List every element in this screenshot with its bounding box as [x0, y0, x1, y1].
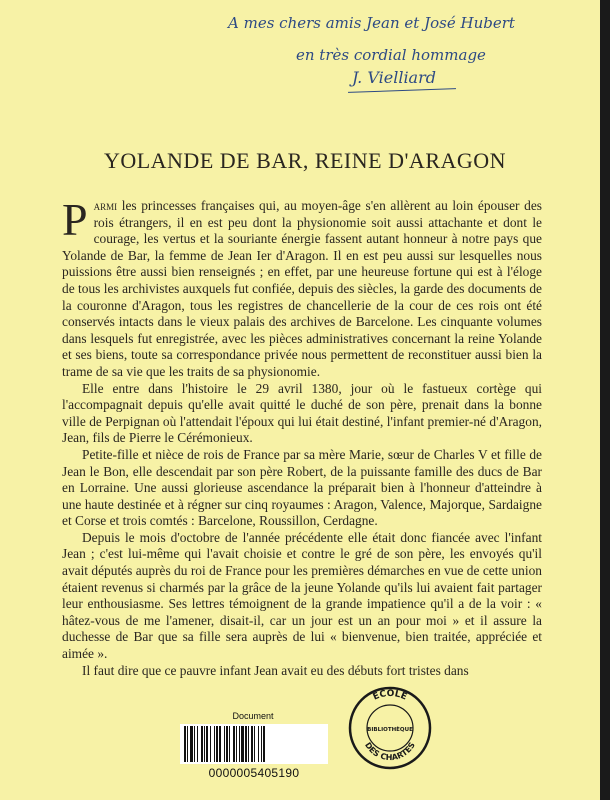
- barcode-image: [180, 724, 328, 764]
- barcode-bar: [245, 726, 247, 762]
- barcode-bar: [229, 726, 230, 762]
- barcode-bar: [197, 726, 198, 762]
- paragraph-5: Il faut dire que ce pauvre infant Jean avait eu des débuts fort tristes dans: [82, 662, 469, 678]
- barcode-bar: [254, 726, 255, 762]
- barcode-bar: [219, 726, 221, 762]
- paragraph-3: Petite-fille et nièce de rois de France par sa mère Marie, sœur de Charles V et fille de Jean le Bon, elle descendait par son père Robert, de la puissante famille des ducs de Bar en Lorraine. Une aussi glorieuse ascendance la préparait bien à l'honneur d'atteindre à une haute destinée et à régner sur cinq royaumes : Aragon, Valence, Majorque, Sardaigne et Corse et trois comtés : Barcelone, Roussillon, Cerdagne.: [62, 446, 542, 529]
- barcode-bar: [236, 726, 237, 762]
- barcode-label: Document: [232, 711, 274, 721]
- barcode-bar: [184, 726, 186, 762]
- barcode-bar: [216, 726, 218, 762]
- dedication-line-2: en très cordial hommage: [296, 46, 486, 64]
- barcode-number: 0000005405190: [208, 766, 300, 780]
- barcode-bar: [201, 726, 203, 762]
- signature-underline: [348, 88, 456, 93]
- barcode-bar: [258, 726, 259, 762]
- stamp-bottom-text: DES CHARTES: [363, 740, 417, 763]
- scan-edge: [600, 0, 610, 800]
- stamp-center-text: BIBLIOTHÈQUE: [367, 727, 413, 733]
- drop-cap: P: [62, 194, 88, 245]
- barcode-bar: [214, 726, 215, 762]
- barcode-bar: [187, 726, 188, 762]
- paragraph-2: Elle entre dans l'histoire le 29 avril 1380, jour où le fastueux cortège qui l'accompagnait depuis qu'elle avait quitté le duché de son père, prenait dans la bonne ville de Perpignan où l'attendait l'époux qui lui était destiné, l'infant premier-né d'Aragon, Jean, fils de Pierre le Cérémonieux.: [62, 380, 542, 446]
- barcode-bar: [224, 726, 225, 762]
- barcode-bar: [239, 726, 240, 762]
- stamp-top-text: ÉCOLE: [371, 688, 409, 703]
- article-body: [62, 194, 542, 679]
- barcode-bar: [190, 726, 193, 762]
- paragraph-1-text: les princesses françaises qui, au moyen-âge s'en allèrent au loin épouser des rois étrangers, il en est peu dont la physionomie soit aussi attachante et dont le courage, les vertus et la souriante énergie fassent autant honneur à notre pays que Yolande de Bar, la femme de Jean Ier d'Aragon. Il en est peu aussi sur lesquelles nous puissions être aussi bien renseignés ; en effet, par une heureuse fortune qui est à l'éloge de tous les archivistes auxquels fut confiée, depuis des siècles, la garde des documents de la couronne d'Aragon, tous les registres de chancellerie de la cour de ces rois ont été conservés intacts dans le vieux palais des archives de Barcelone. Les cinquante volumes dans lesquels fut enregistrée, avec les pièces administratives concernant la reine Yolande et ses biens, toute sa correspondance privée nous permettent de reconstituer aussi bien la trame de sa vie que les traits de sa physionomie.: [62, 198, 542, 379]
- paragraph-4: Depuis le mois d'octobre de l'année précédente elle était donc fiancée avec l'infant Jean ; c'est lui-même qui l'avait choisie et contre le gré de son père, les envoyés qu'il avait députés auprès du roi de France pour les premières démarches en vue de cette union étaient revenus si charmés par la grâce de la jeune Yolande qu'ils lui avaient fait partager leur enthousiasme. Ses lettres témoignent de la grande impatience qu'il a de la voir : « hâtez-vous de me l'amener, disait-il, car un jour est un an pour moi » et il assure la duchesse de Bar que sa fille sera auprès de lui « bienvenue, bien traitée, appréciée et aimée ».: [62, 529, 542, 662]
- author-signature: J. Vielliard: [352, 68, 436, 87]
- barcode-bar: [248, 726, 249, 762]
- barcode-bar: [251, 726, 253, 762]
- barcode-bar: [241, 726, 244, 762]
- barcode-bar: [226, 726, 228, 762]
- barcode-bar: [194, 726, 195, 762]
- page-title: YOLANDE DE BAR, REINE D'ARAGON: [103, 148, 507, 173]
- paragraph-1-lead: armi: [93, 198, 118, 213]
- barcode-bar: [210, 726, 211, 762]
- barcode-bar: [263, 726, 265, 762]
- barcode-bar: [204, 726, 205, 762]
- paragraph-1: [62, 194, 542, 381]
- barcode-bar: [261, 726, 262, 762]
- dedication-line-1: A mes chers amis Jean et José Hubert: [228, 14, 515, 32]
- library-stamp: [348, 686, 432, 770]
- barcode-bar: [233, 726, 235, 762]
- barcode-bar: [206, 726, 208, 762]
